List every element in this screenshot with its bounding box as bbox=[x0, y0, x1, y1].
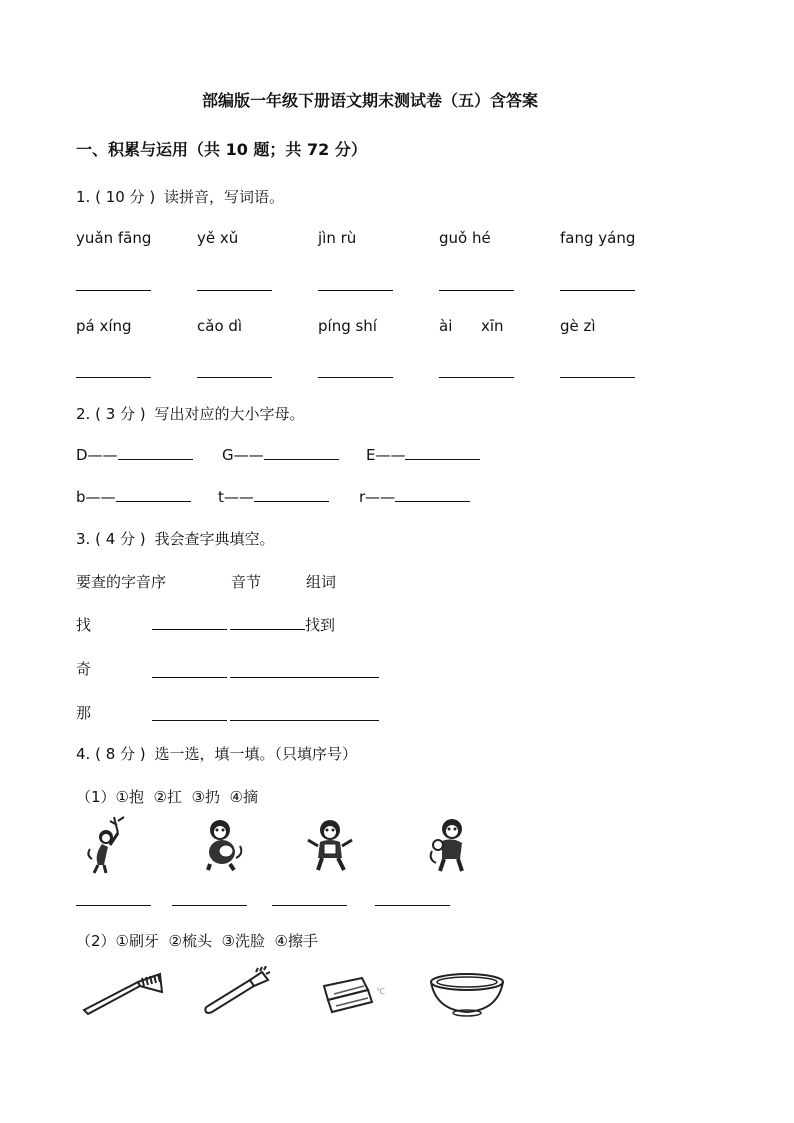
pinyin: gè zì bbox=[560, 317, 596, 335]
pinyin: ài xīn bbox=[439, 317, 504, 335]
table-header: 要查的字音序 bbox=[76, 573, 167, 591]
table-row-char: 那 bbox=[76, 704, 92, 722]
pinyin: píng shí bbox=[318, 317, 377, 335]
letter-prompt: r—— bbox=[359, 488, 396, 506]
answer-blank[interactable] bbox=[230, 677, 379, 678]
towel-icon bbox=[318, 972, 398, 1016]
question-number: 2. bbox=[76, 405, 91, 423]
question-score: ( 10 分 ) bbox=[95, 188, 156, 206]
answer-blank[interactable] bbox=[318, 290, 393, 291]
option-list: （2）①刷牙 ②梳头 ③洗脸 ④擦手 bbox=[76, 932, 318, 950]
letter-prompt: E—— bbox=[366, 446, 406, 464]
answer-blank[interactable] bbox=[76, 290, 151, 291]
table-row-char: 找 bbox=[76, 616, 92, 634]
letter-pair bbox=[76, 446, 193, 464]
letter-pair bbox=[76, 488, 191, 506]
table-header: 组词 bbox=[306, 573, 337, 591]
answer-blank[interactable] bbox=[230, 628, 305, 630]
letter-pair bbox=[366, 446, 480, 464]
letter-pair bbox=[359, 488, 470, 506]
answer-blank[interactable] bbox=[118, 458, 193, 460]
option-list: （1）①抱 ②扛 ③扔 ④摘 bbox=[76, 788, 258, 806]
pinyin: yě xǔ bbox=[197, 229, 239, 247]
basin-icon bbox=[428, 972, 506, 1018]
question-score: ( 4 分 ) bbox=[95, 530, 146, 548]
question-number: 3. bbox=[76, 530, 91, 548]
monkey-carrying-icon bbox=[306, 818, 358, 872]
question-score: ( 8 分 ) bbox=[95, 745, 146, 763]
page-title: 部编版一年级下册语文期末测试卷（五）含答案 bbox=[202, 91, 539, 110]
question-prompt: 写出对应的大小字母。 bbox=[154, 405, 305, 423]
answer-blank[interactable] bbox=[197, 290, 272, 291]
answer-blank[interactable] bbox=[405, 458, 480, 460]
question-2 bbox=[76, 403, 304, 424]
question-1 bbox=[76, 186, 284, 207]
answer-blank[interactable] bbox=[230, 720, 379, 721]
letter-pair bbox=[222, 446, 339, 464]
answer-blank[interactable] bbox=[318, 377, 393, 378]
monkey-holding-icon bbox=[198, 818, 246, 872]
answer-blank[interactable] bbox=[560, 377, 635, 378]
letter-prompt: D—— bbox=[76, 446, 118, 464]
answer-blank[interactable] bbox=[439, 290, 514, 291]
table-row-char: 奇 bbox=[76, 660, 92, 678]
question-number: 4. bbox=[76, 745, 91, 763]
answer-blank[interactable] bbox=[272, 905, 347, 906]
answer-blank[interactable] bbox=[197, 377, 272, 378]
question-prompt: 选一选，填一填。（只填序号） bbox=[154, 745, 357, 763]
answer-blank[interactable] bbox=[172, 905, 247, 906]
answer-blank[interactable] bbox=[254, 500, 329, 502]
monkey-throwing-icon bbox=[426, 815, 476, 873]
letter-pair bbox=[218, 488, 329, 506]
answer-blank[interactable] bbox=[152, 720, 227, 721]
answer-blank[interactable] bbox=[375, 905, 450, 906]
question-number: 1. bbox=[76, 188, 91, 206]
svg-text:℃: ℃ bbox=[376, 987, 385, 996]
answer-blank[interactable] bbox=[439, 377, 514, 378]
answer-blank[interactable] bbox=[395, 500, 470, 502]
pinyin: guǒ hé bbox=[439, 229, 491, 247]
pinyin: jìn rù bbox=[318, 229, 357, 247]
answer-blank[interactable] bbox=[116, 500, 191, 502]
toothbrush-icon bbox=[200, 966, 272, 1018]
letter-prompt: G—— bbox=[222, 446, 264, 464]
pinyin: fang yáng bbox=[560, 229, 636, 247]
table-row-fill bbox=[152, 614, 335, 635]
answer-blank[interactable] bbox=[76, 905, 151, 906]
question-score: ( 3 分 ) bbox=[95, 405, 146, 423]
comb-icon bbox=[80, 970, 164, 1018]
table-row-word: 找到 bbox=[305, 616, 336, 634]
pinyin: yuǎn fāng bbox=[76, 229, 152, 247]
question-prompt: 读拼音，写词语。 bbox=[163, 188, 284, 206]
question-prompt: 我会查字典填空。 bbox=[154, 530, 275, 548]
monkey-picking-icon bbox=[84, 815, 134, 875]
answer-blank[interactable] bbox=[76, 377, 151, 378]
table-header: 音节 bbox=[231, 573, 262, 591]
answer-blank[interactable] bbox=[152, 628, 227, 630]
answer-blank[interactable] bbox=[560, 290, 635, 291]
answer-blank[interactable] bbox=[264, 458, 339, 460]
question-3 bbox=[76, 528, 274, 549]
letter-prompt: b—— bbox=[76, 488, 116, 506]
question-4 bbox=[76, 743, 357, 764]
letter-prompt: t—— bbox=[218, 488, 254, 506]
answer-blank[interactable] bbox=[152, 677, 227, 678]
section-heading: 一、积累与运用（共 10 题；共 72 分） bbox=[76, 140, 367, 159]
pinyin: cǎo dì bbox=[197, 317, 243, 335]
pinyin: pá xíng bbox=[76, 317, 132, 335]
